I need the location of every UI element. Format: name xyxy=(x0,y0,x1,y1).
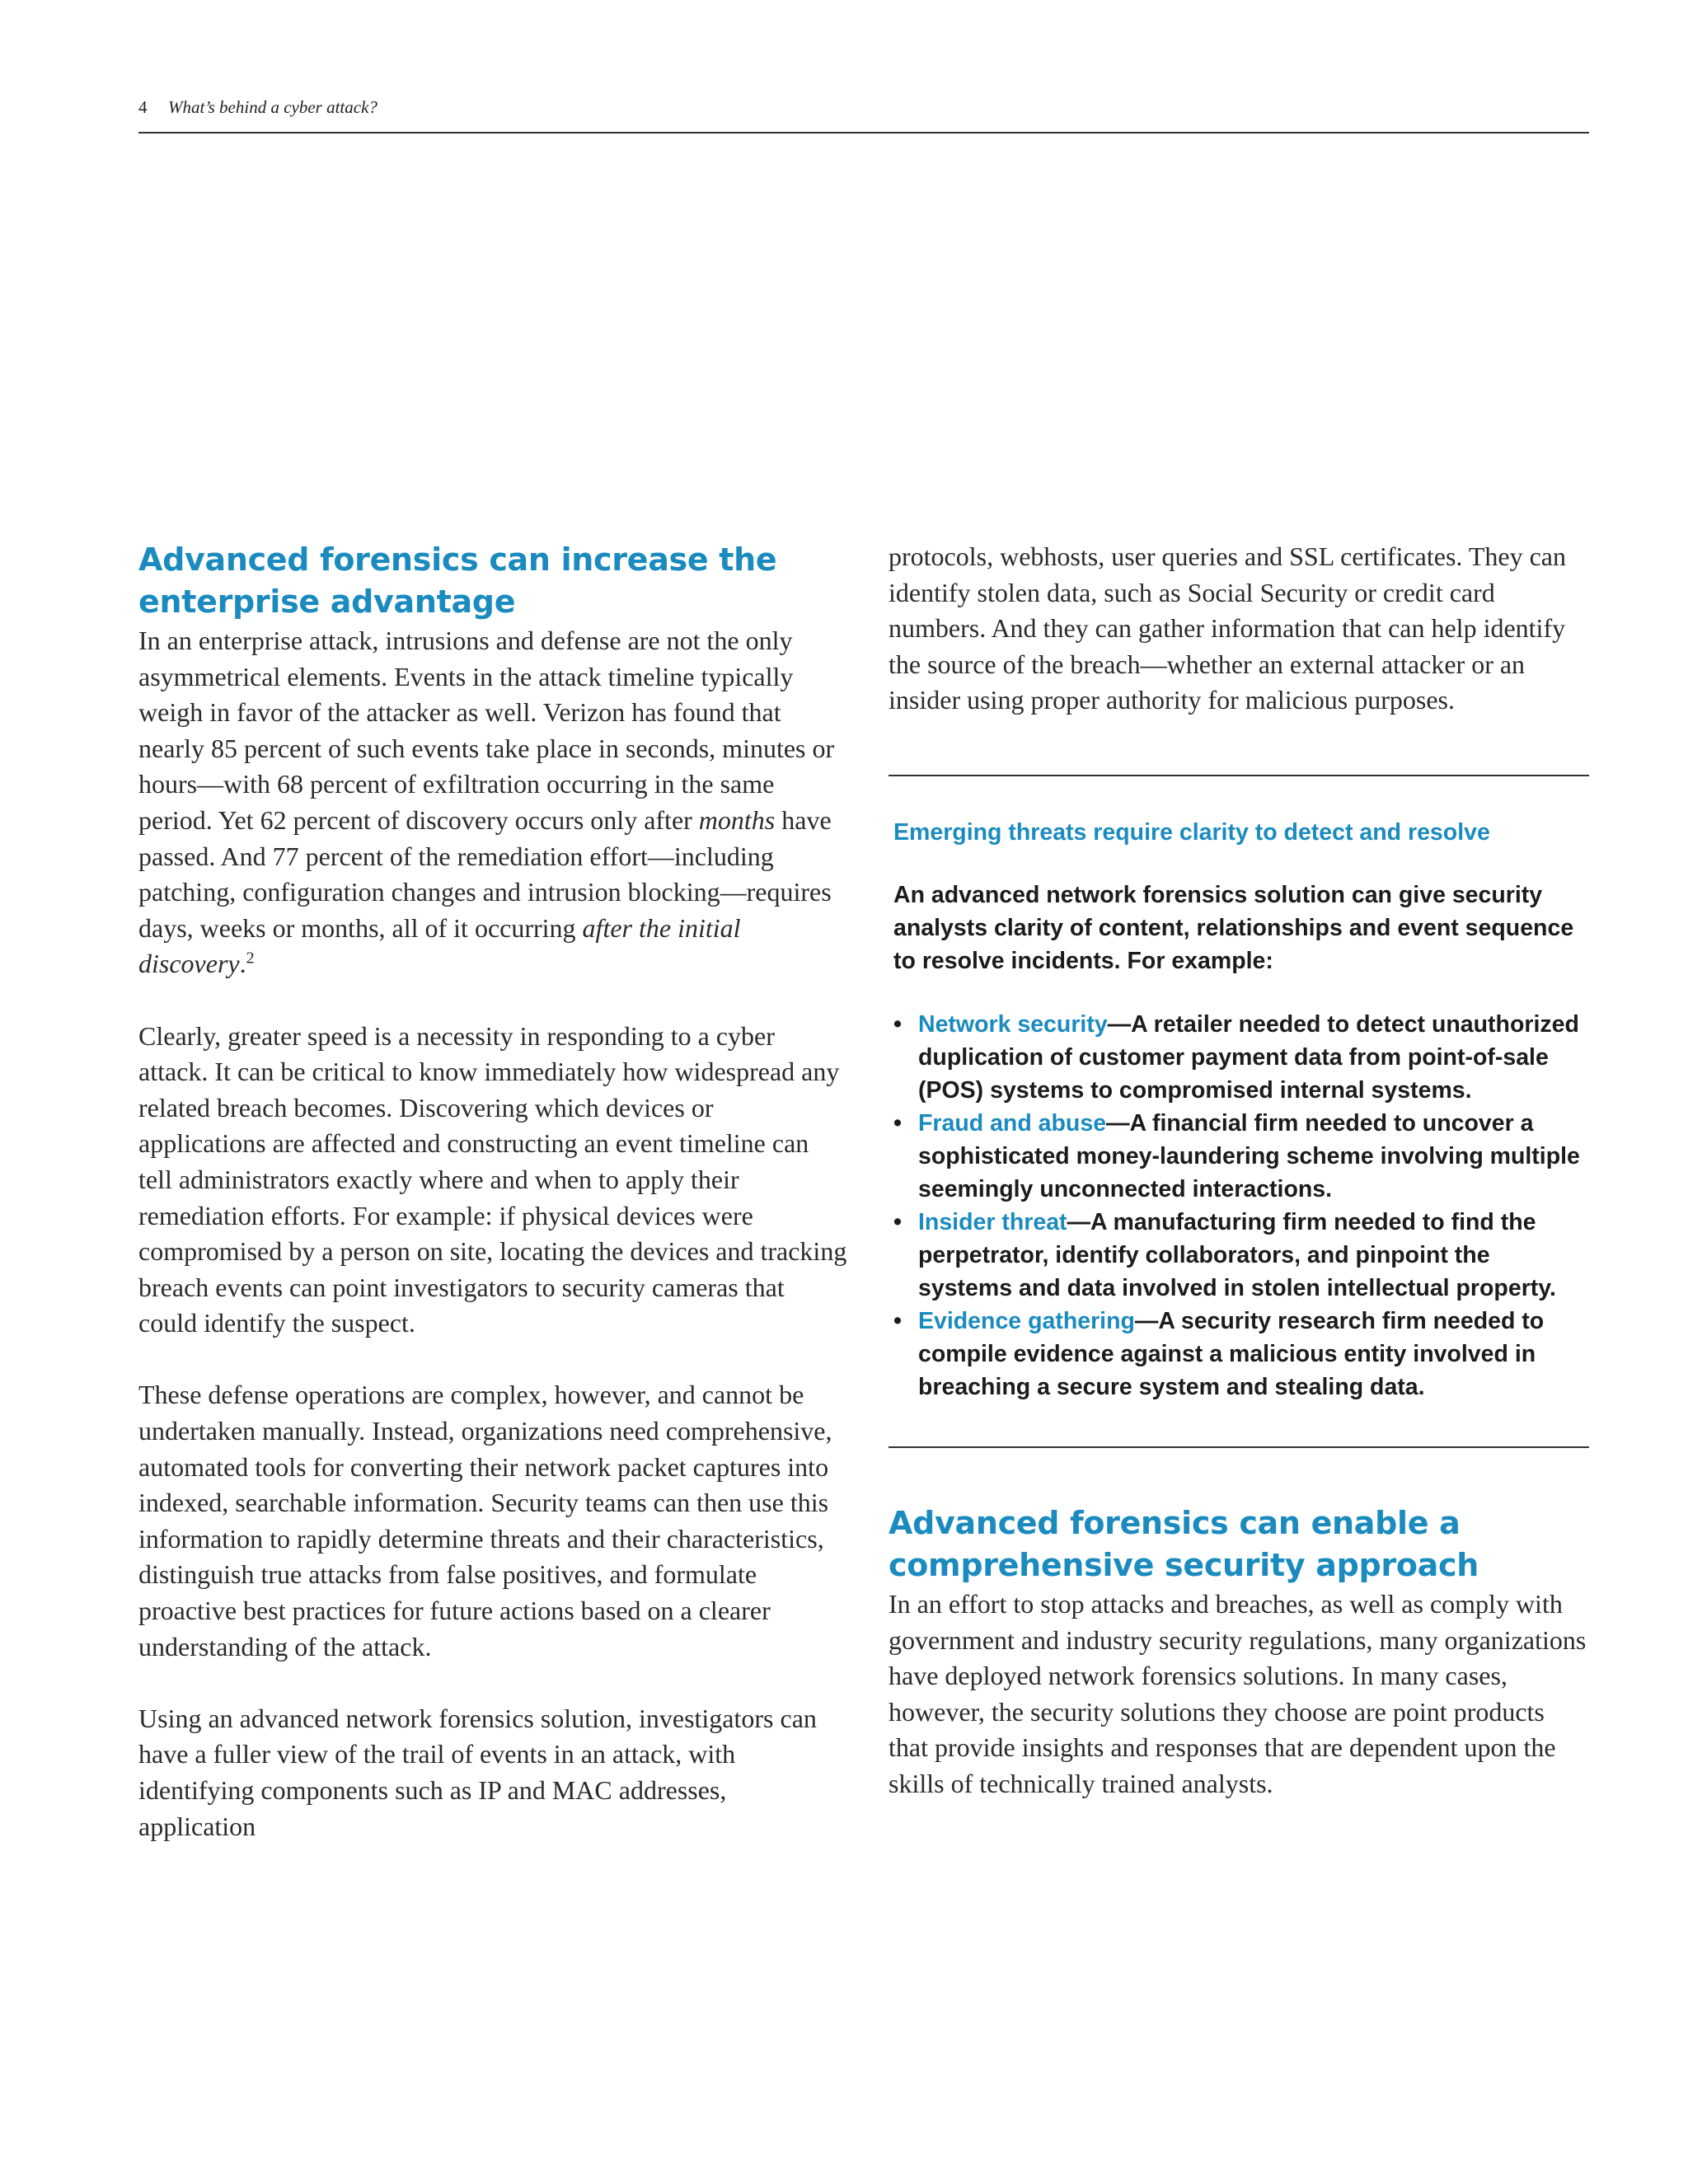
emphasis-text: months xyxy=(698,804,776,835)
list-item xyxy=(893,1305,1589,1404)
list-item-text: —A retailer needed to detect unauthorized duplication of customer payment data from point-of-sale (POS) systems to compromised internal systems. xyxy=(918,1010,1579,1104)
page-header xyxy=(138,94,1589,134)
emphasis-text: after the initial discovery xyxy=(138,912,741,979)
list-item xyxy=(893,1107,1589,1206)
page-number: 4 xyxy=(138,97,148,117)
heading-line: comprehensive security approach xyxy=(889,1546,1479,1583)
paragraph-speed: Clearly, greater speed is a necessity in responding to a cyber attack. It can be critical to know immediately how widespread any related breach becomes. Discovering which devices or applications are affected and constructing an event timeline can tell administrators exactly where and when to apply their remediation efforts. For example: if physical devices were compromised by a person on site, locating the devices and tracking breach events can point investigators to security cameras that could identify the suspect. xyxy=(138,1020,847,1338)
list-item-lead: Fraud and abuse xyxy=(918,1109,1107,1137)
heading-line: Advanced forensics can increase the xyxy=(138,541,777,578)
sidebar-bottom-divider xyxy=(889,1446,1589,1448)
bullet-icon: • xyxy=(893,1307,902,1334)
paragraph-point-products: In an effort to stop attacks and breaches, as well as comply with government and industry security regulations, many organizations have deployed network forensics solutions. In many cases, however, the security solutions they choose are point products that provide insights and responses that are dependent upon the skills of technically trained analysts. xyxy=(889,1588,1587,1798)
running-title: What’s behind a cyber attack? xyxy=(168,97,377,117)
footnote-marker: 2 xyxy=(246,949,255,968)
list-item-text: —A financial firm needed to uncover a sophisticated money-laundering scheme involving multiple seemingly unconnected interactions. xyxy=(918,1109,1580,1202)
list-item xyxy=(893,1008,1589,1107)
section-heading-comprehensive-approach xyxy=(889,1502,1589,1586)
sidebar-intro: An advanced network forensics solution can give security analysts clarity of content, relationships and event sequence to resolve incidents. For example: xyxy=(893,881,1574,974)
list-item xyxy=(893,1206,1589,1305)
paragraph-continued: protocols, webhosts, user queries and SSL certificates. They can identify stolen data, such as Social Security or credit card numbers. And they can gather information that can help identify the source of the breach—whether an external attacker or an insider using proper authority for malicious purposes. xyxy=(889,541,1566,715)
bullet-icon: • xyxy=(893,1208,902,1235)
list-item-lead: Evidence gathering xyxy=(918,1307,1135,1334)
bullet-icon: • xyxy=(893,1010,902,1038)
text-run: . xyxy=(239,949,246,979)
sidebar-example-list xyxy=(889,1008,1589,1404)
right-column xyxy=(889,539,1589,1802)
bullet-icon: • xyxy=(893,1109,902,1137)
list-item-text: —A security research firm needed to compile evidence against a malicious entity involved in breaching a secure system and stealing data. xyxy=(918,1307,1545,1400)
list-item-text: —A manufacturing firm needed to find the perpetrator, identify collaborators, and pinpoint the systems and data involved in stolen intellectual property. xyxy=(918,1208,1556,1301)
heading-line: enterprise advantage xyxy=(138,583,516,620)
paragraph-defense-operations: These defense operations are complex, however, and cannot be undertaken manually. Instead, organizations need comprehensive, automated tools for converting their network packet captures into indexed, searchable information. Security teams can then use this information to rapidly determine threats and their characteristics, distinguish true attacks from false positives, and formulate proactive best practices for future actions based on a clearer understanding of the attack. xyxy=(138,1380,832,1661)
text-run: In an enterprise attack, intrusions and defense are not the only asymmetrical elements. Events in the attack timeline typically weigh in favor of the attacker as well. Verizon has found that nearly 85 percent of such events take place in seconds, minutes or hours—with 68 percent of exfiltration occurring in the same period. Yet 62 percent of discovery occurs only after xyxy=(138,626,835,835)
text-run: have passed. And 77 percent of the remediation effort—including patching, configuration changes and intrusion blocking—requires days, weeks or months, all of it occurring xyxy=(138,804,832,943)
sidebar-box xyxy=(889,776,1589,1404)
list-item-lead: Insider threat xyxy=(918,1208,1067,1235)
paragraph-asymmetry xyxy=(138,623,847,982)
list-item-lead: Network security xyxy=(918,1010,1108,1038)
left-column xyxy=(138,539,847,1844)
section-heading-enterprise-advantage xyxy=(138,539,847,623)
heading-line: Advanced forensics can enable a xyxy=(889,1504,1461,1541)
paragraph-fuller-view: Using an advanced network forensics solution, investigators can have a fuller view of the trail of events in an attack, with identifying components such as IP and MAC addresses, application xyxy=(138,1703,817,1841)
sidebar-title: Emerging threats require clarity to detect and resolve xyxy=(893,818,1490,846)
